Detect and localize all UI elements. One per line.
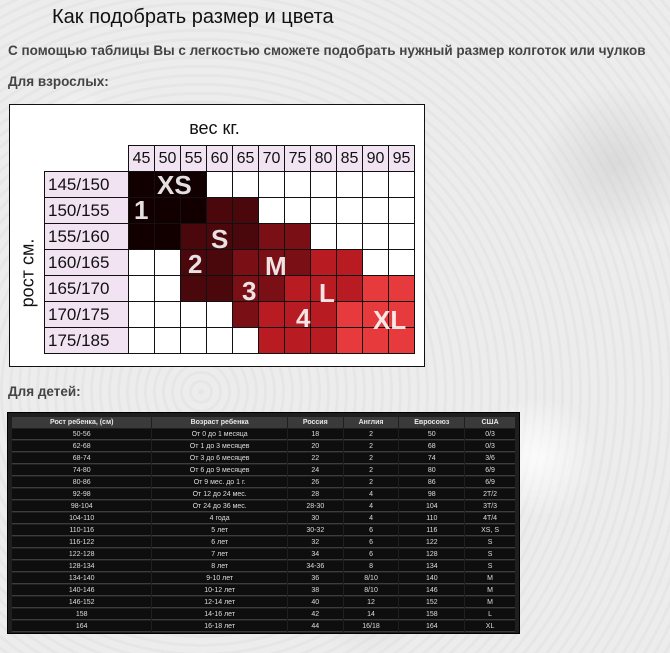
- size-cell: [207, 198, 233, 224]
- size-cell: [207, 328, 233, 354]
- table-cell: От 9 мес. до 1 г.: [152, 477, 286, 488]
- size-cell: [311, 276, 337, 302]
- size-cell: [363, 328, 389, 354]
- table-cell: 14-16 лет: [152, 609, 286, 620]
- height-header: 175/185: [45, 328, 129, 354]
- height-header: 155/160: [45, 224, 129, 250]
- table-cell: От 6 до 9 месяцев: [152, 465, 286, 476]
- kids-size-table: [7, 412, 520, 634]
- table-cell: 42: [288, 609, 343, 620]
- table-cell: 50: [399, 429, 464, 440]
- size-cell: [181, 224, 207, 250]
- size-cell: [181, 250, 207, 276]
- table-cell: 10-12 лет: [152, 585, 286, 596]
- table-cell: 0/3: [465, 441, 515, 452]
- table-cell: От 0 до 1 месяца: [152, 429, 286, 440]
- table-cell: 68: [399, 441, 464, 452]
- table-cell: 28: [288, 489, 343, 500]
- adult-section-heading: Для взрослых:: [8, 74, 109, 89]
- size-cell: [233, 250, 259, 276]
- table-cell: От 3 до 6 месяцев: [152, 453, 286, 464]
- table-cell: 7 лет: [152, 549, 286, 560]
- size-cell: [259, 250, 285, 276]
- size-cell: [155, 224, 181, 250]
- size-cell: [207, 302, 233, 328]
- table-row: [12, 441, 515, 452]
- table-cell: 16-18 лет: [152, 621, 286, 632]
- kids-header-cell: Евросоюз: [399, 417, 464, 428]
- table-cell: 34-36: [288, 561, 343, 572]
- size-label-l: L: [319, 278, 335, 308]
- table-cell: 18: [288, 429, 343, 440]
- table-cell: 146: [399, 585, 464, 596]
- table-cell: 8 лет: [152, 561, 286, 572]
- weight-header: 50: [155, 146, 181, 172]
- size-cell: [155, 302, 181, 328]
- table-row: [12, 621, 515, 632]
- size-cell: [337, 224, 363, 250]
- table-row: [12, 465, 515, 476]
- table-cell: 6 лет: [152, 537, 286, 548]
- table-cell: 158: [399, 609, 464, 620]
- size-cell: [259, 224, 285, 250]
- size-cell: [389, 276, 415, 302]
- table-cell: 4: [344, 489, 399, 500]
- table-cell: 116: [399, 525, 464, 536]
- table-cell: 24: [288, 465, 343, 476]
- size-cell: [181, 172, 207, 198]
- kids-table-header: [12, 417, 515, 428]
- size-cell: [129, 328, 155, 354]
- table-cell: S: [465, 549, 515, 560]
- table-cell: 4: [344, 513, 399, 524]
- table-cell: 40: [288, 597, 343, 608]
- table-cell: 20: [288, 441, 343, 452]
- size-label-m: M: [265, 251, 287, 281]
- table-cell: 68-74: [12, 453, 151, 464]
- page-title: Как подобрать размер и цвета: [52, 6, 334, 28]
- table-cell: 98: [399, 489, 464, 500]
- table-cell: M: [465, 597, 515, 608]
- size-cell: [129, 172, 155, 198]
- size-cell: [285, 198, 311, 224]
- size-label-s: S: [211, 224, 229, 254]
- size-cell: [259, 302, 285, 328]
- weight-header: 55: [181, 146, 207, 172]
- table-cell: 8/10: [344, 573, 399, 584]
- kids-header-cell: Рост ребенка, (см): [12, 417, 151, 428]
- size-cell: [233, 302, 259, 328]
- table-cell: 6: [344, 549, 399, 560]
- size-cell: [259, 172, 285, 198]
- table-cell: 6/9: [465, 465, 515, 476]
- size-cell: [311, 198, 337, 224]
- table-cell: 30-32: [288, 525, 343, 536]
- size-cell: [337, 250, 363, 276]
- size-cell: [389, 250, 415, 276]
- size-cell: [363, 250, 389, 276]
- table-cell: 2: [344, 465, 399, 476]
- size-cell: [181, 328, 207, 354]
- weight-header: 85: [337, 146, 363, 172]
- height-header: 160/165: [45, 250, 129, 276]
- size-cell: [233, 276, 259, 302]
- table-cell: 3Т/3: [465, 501, 515, 512]
- table-cell: 110: [399, 513, 464, 524]
- table-cell: 36: [288, 573, 343, 584]
- table-row: [12, 585, 515, 596]
- table-cell: 34: [288, 549, 343, 560]
- weight-header: 70: [259, 146, 285, 172]
- table-row: [12, 573, 515, 584]
- table-cell: 28-30: [288, 501, 343, 512]
- table-cell: 134-140: [12, 573, 151, 584]
- height-header: 165/170: [45, 276, 129, 302]
- table-cell: 74: [399, 453, 464, 464]
- table-cell: L: [465, 609, 515, 620]
- size-cell: [311, 328, 337, 354]
- table-cell: 128-134: [12, 561, 151, 572]
- table-cell: 164: [399, 621, 464, 632]
- table-cell: 32: [288, 537, 343, 548]
- size-cell: [129, 302, 155, 328]
- size-cell: [155, 172, 181, 198]
- size-label-xl: XL: [373, 305, 407, 335]
- table-cell: От 1 до 3 месяцев: [152, 441, 286, 452]
- table-cell: 3/6: [465, 453, 515, 464]
- size-cell: [337, 172, 363, 198]
- table-cell: 6: [344, 525, 399, 536]
- table-cell: 2: [344, 429, 399, 440]
- kids-header-cell: Возраст ребенка: [152, 417, 286, 428]
- weight-header: 95: [389, 146, 415, 172]
- table-cell: 116-122: [12, 537, 151, 548]
- table-cell: 80: [399, 465, 464, 476]
- table-row: [12, 489, 515, 500]
- size-cell: [155, 198, 181, 224]
- size-cell: [155, 250, 181, 276]
- table-cell: 110-116: [12, 525, 151, 536]
- grid-corner: [45, 146, 129, 172]
- size-cell: [363, 172, 389, 198]
- table-cell: XS, S: [465, 525, 515, 536]
- table-cell: S: [465, 537, 515, 548]
- size-cell: [389, 302, 415, 328]
- size-cell: [155, 276, 181, 302]
- size-cell: [181, 276, 207, 302]
- size-number-4: 4: [296, 303, 311, 333]
- table-cell: 2: [344, 477, 399, 488]
- table-row: [12, 513, 515, 524]
- table-cell: 8: [344, 561, 399, 572]
- height-axis-label: рост см.: [17, 238, 38, 308]
- table-cell: 14: [344, 609, 399, 620]
- table-cell: 98-104: [12, 501, 151, 512]
- table-cell: 38: [288, 585, 343, 596]
- table-cell: 128: [399, 549, 464, 560]
- table-cell: 74-80: [12, 465, 151, 476]
- size-cell: [207, 250, 233, 276]
- size-cell: [207, 172, 233, 198]
- size-cell: [233, 172, 259, 198]
- table-cell: M: [465, 573, 515, 584]
- size-cell: [389, 172, 415, 198]
- table-cell: 9-10 лет: [152, 573, 286, 584]
- table-cell: 4Т/4: [465, 513, 515, 524]
- table-row: [12, 501, 515, 512]
- size-cell: [233, 198, 259, 224]
- size-cell: [129, 198, 155, 224]
- size-cell: [181, 198, 207, 224]
- size-cell: [285, 328, 311, 354]
- table-cell: 158: [12, 609, 151, 620]
- kids-header-cell: США: [465, 417, 515, 428]
- table-cell: 152: [399, 597, 464, 608]
- table-row: [12, 453, 515, 464]
- size-cell: [389, 224, 415, 250]
- table-row: [12, 609, 515, 620]
- kids-header-cell: Россия: [288, 417, 343, 428]
- table-row: [12, 597, 515, 608]
- weight-header: 90: [363, 146, 389, 172]
- weight-header: 65: [233, 146, 259, 172]
- table-cell: S: [465, 561, 515, 572]
- table-cell: 50-56: [12, 429, 151, 440]
- table-cell: 2Т/2: [465, 489, 515, 500]
- table-cell: 122-128: [12, 549, 151, 560]
- table-row: [12, 477, 515, 488]
- table-row: [12, 549, 515, 560]
- size-cell: [337, 198, 363, 224]
- table-cell: 16/18: [344, 621, 399, 632]
- size-cell: [311, 224, 337, 250]
- weight-header: 80: [311, 146, 337, 172]
- table-cell: 4 года: [152, 513, 286, 524]
- table-cell: 44: [288, 621, 343, 632]
- size-cell: [363, 198, 389, 224]
- size-cell: [389, 328, 415, 354]
- size-cell: [285, 224, 311, 250]
- weight-header: 45: [129, 146, 155, 172]
- size-cell: [259, 276, 285, 302]
- table-cell: 2: [344, 453, 399, 464]
- size-cell: [337, 276, 363, 302]
- weight-header: 60: [207, 146, 233, 172]
- table-cell: 86: [399, 477, 464, 488]
- table-cell: 6/9: [465, 477, 515, 488]
- table-cell: 164: [12, 621, 151, 632]
- table-cell: 0/3: [465, 429, 515, 440]
- size-cell: [129, 224, 155, 250]
- table-cell: 12: [344, 597, 399, 608]
- table-cell: 22: [288, 453, 343, 464]
- size-number-3: 3: [242, 276, 257, 306]
- height-header: 145/150: [45, 172, 129, 198]
- height-header: 150/155: [45, 198, 129, 224]
- table-cell: 12-14 лет: [152, 597, 286, 608]
- table-cell: 4: [344, 501, 399, 512]
- size-cell: [363, 224, 389, 250]
- table-cell: 62-68: [12, 441, 151, 452]
- size-cell: [285, 250, 311, 276]
- weight-header: 75: [285, 146, 311, 172]
- size-cell: [129, 250, 155, 276]
- size-cell: [129, 276, 155, 302]
- table-row: [12, 561, 515, 572]
- table-cell: 104-110: [12, 513, 151, 524]
- table-cell: 2: [344, 441, 399, 452]
- table-cell: 30: [288, 513, 343, 524]
- size-cell: [207, 276, 233, 302]
- table-cell: От 24 до 36 мес.: [152, 501, 286, 512]
- table-row: [12, 429, 515, 440]
- size-cell: [285, 302, 311, 328]
- size-cell: [311, 172, 337, 198]
- table-cell: 140-146: [12, 585, 151, 596]
- kids-header-cell: Англия: [344, 417, 399, 428]
- table-row: [12, 537, 515, 548]
- weight-axis-label: вес кг.: [189, 118, 240, 138]
- table-cell: 26: [288, 477, 343, 488]
- table-cell: M: [465, 585, 515, 596]
- table-cell: 134: [399, 561, 464, 572]
- table-cell: 92-98: [12, 489, 151, 500]
- size-number-1: 1: [134, 195, 149, 225]
- size-grid: [44, 145, 415, 354]
- size-cell: [233, 328, 259, 354]
- table-cell: 122: [399, 537, 464, 548]
- table-row: [12, 525, 515, 536]
- size-cell: [259, 198, 285, 224]
- table-cell: От 12 до 24 мес.: [152, 489, 286, 500]
- size-cell: [337, 302, 363, 328]
- table-cell: 6: [344, 537, 399, 548]
- table-cell: 104: [399, 501, 464, 512]
- size-cell: [311, 250, 337, 276]
- table-cell: 146-152: [12, 597, 151, 608]
- size-cell: [363, 276, 389, 302]
- size-cell: [181, 302, 207, 328]
- page-subtitle: С помощью таблицы Вы с легкостью сможете подобрать нужный размер колготок или чулков: [8, 43, 646, 58]
- size-label-xs: XS: [157, 170, 192, 200]
- size-cell: [233, 224, 259, 250]
- size-cell: [363, 302, 389, 328]
- table-cell: XL: [465, 621, 515, 632]
- size-cell: [259, 328, 285, 354]
- table-cell: 8/10: [344, 585, 399, 596]
- table-cell: 80-86: [12, 477, 151, 488]
- size-cell: [311, 302, 337, 328]
- height-header: 170/175: [45, 302, 129, 328]
- size-cell: [285, 276, 311, 302]
- size-cell: [155, 328, 181, 354]
- size-cell: [389, 198, 415, 224]
- size-cell: [207, 224, 233, 250]
- size-cell: [337, 328, 363, 354]
- size-number-2: 2: [188, 249, 203, 279]
- table-cell: 5 лет: [152, 525, 286, 536]
- size-cell: [285, 172, 311, 198]
- table-cell: 140: [399, 573, 464, 584]
- kids-section-heading: Для детей:: [8, 384, 81, 399]
